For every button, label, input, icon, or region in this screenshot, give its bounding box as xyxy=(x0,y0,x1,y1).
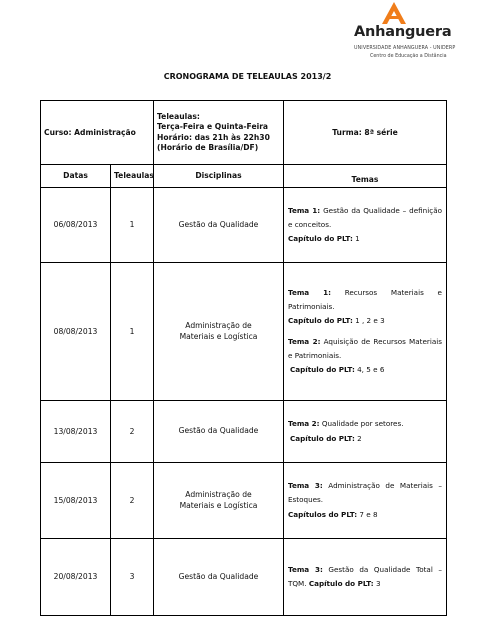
teleaula-cell: 2 xyxy=(111,463,154,539)
col-header-temas: Temas xyxy=(284,165,447,188)
teleaula-cell: 2 xyxy=(111,401,154,463)
column-header-row xyxy=(41,165,447,188)
logo-name: Anhanguera xyxy=(354,24,452,40)
turma-cell: Turma: 8ª série xyxy=(284,101,447,165)
teleaulas-schedule-cell: Teleaulas: Terça-Feira e Quinta-Feira Horário: das 21h às 22h30 (Horário de Brasília/DF) xyxy=(154,101,284,165)
date-cell: 06/08/2013 xyxy=(41,188,111,263)
course-cell: Curso: Administração xyxy=(41,101,154,165)
date-cell: 08/08/2013 xyxy=(41,263,111,401)
topics-cell: Tema 3: Administração de Materiais – Estoques. Capítulos do PLT: 7 e 8 xyxy=(284,463,447,539)
table-row xyxy=(41,463,447,539)
date-cell: 20/08/2013 xyxy=(41,539,111,616)
schedule-table xyxy=(40,100,447,616)
anhanguera-logo-icon xyxy=(382,2,406,24)
course-header-row xyxy=(41,101,447,165)
table-row xyxy=(41,401,447,463)
discipline-cell: Gestão da Qualidade xyxy=(154,188,284,263)
topics-cell: Tema 2: Qualidade por setores. Capítulo do PLT: 2 xyxy=(284,401,447,463)
col-header-disciplinas: Disciplinas xyxy=(154,165,284,188)
discipline-cell: Administração de Materiais e Logística xyxy=(154,263,284,401)
discipline-cell: Gestão da Qualidade xyxy=(154,401,284,463)
date-cell: 15/08/2013 xyxy=(41,463,111,539)
table-row xyxy=(41,263,447,401)
topics-cell: Tema 3: Gestão da Qualidade Total – TQM. Capítulo do PLT: 3 xyxy=(284,539,447,616)
table-row xyxy=(41,539,447,616)
topics-cell: Tema 1: Gestão da Qualidade – definição e conceitos. Capítulo do PLT: 1 xyxy=(284,188,447,263)
anhanguera-logo xyxy=(352,2,492,66)
teleaula-cell: 3 xyxy=(111,539,154,616)
col-header-teleaulas: Teleaulas xyxy=(111,165,154,188)
teleaula-cell: 1 xyxy=(111,188,154,263)
topics-cell: Tema 1: Recursos Materiais e Patrimoniais. Capítulo do PLT: 1 , 2 e 3 Tema 2: Aquisição de Recursos Materiais e Patrimoniais. Capítulo do PLT: 4, 5 e 6 xyxy=(284,263,447,401)
logo-center-line: Centro de Educação a Distância xyxy=(370,54,447,59)
logo-university-line: UNIVERSIDADE ANHANGUERA - UNIDERP xyxy=(354,46,456,51)
document-title: CRONOGRAMA DE TELEAULAS 2013/2 xyxy=(163,72,332,81)
col-header-datas: Datas xyxy=(41,165,111,188)
discipline-cell: Gestão da Qualidade xyxy=(154,539,284,616)
teleaula-cell: 1 xyxy=(111,263,154,401)
discipline-cell: Administração de Materiais e Logística xyxy=(154,463,284,539)
date-cell: 13/08/2013 xyxy=(41,401,111,463)
table-row xyxy=(41,188,447,263)
